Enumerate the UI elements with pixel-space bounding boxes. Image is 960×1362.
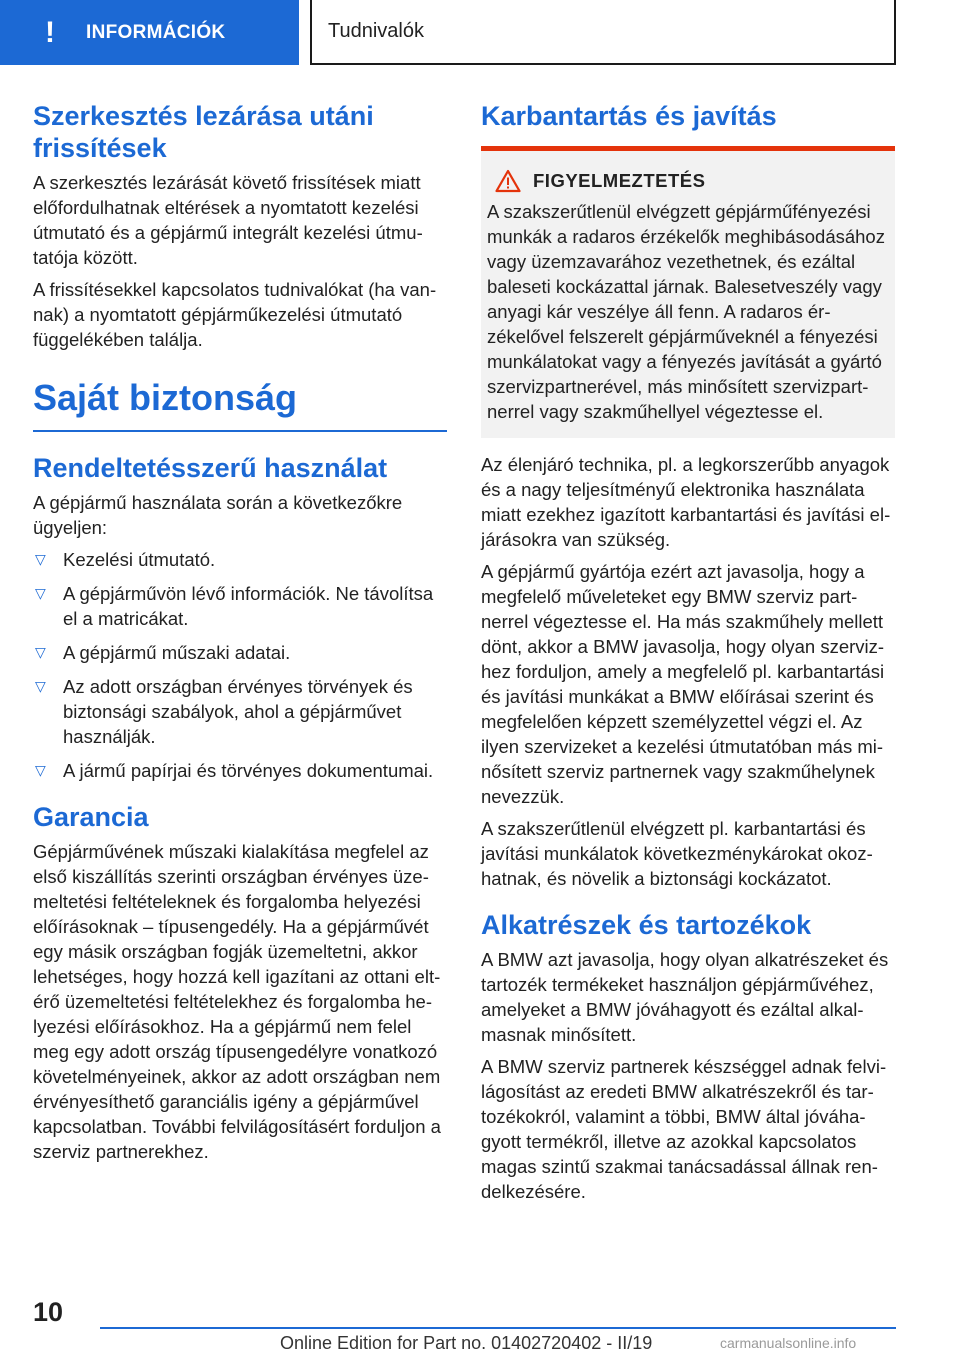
list-item: ▽ A gépjármű műszaki adatai. [35,642,291,663]
edition-text: Online Edition for Part no. 01402720402 - II/19 [280,1333,653,1353]
warning-text: A szakszerűtlenül elvégzett gépjárműfényezési munkák a radaros érzékelők meghibásodásához vagy üzemzavarához vezethetnek, és ezáltal baleseti kockázattal járnak. Balesetveszély vagy anyagi kár veszélye áll fenn. A radaros érzékelővel felszerelt gépjárműveknél a fényezési munkálatokat vagy a fényezés javítását a gyártó szervizpartnerével, más minősített szervizpartnerrel vagy szakműhellyel végeztesse el. [487,201,885,422]
bullet-list [33,547,447,783]
watermark: carmanualsonline.info [720,1335,857,1351]
exclamation-icon: ! [45,15,55,49]
heading-intended-use: Rendeltetésszerű használat [33,453,388,483]
footer-rule [100,1327,896,1329]
heading-own-safety: Saját biztonság [33,377,298,418]
heading-updates: Szerkesztés lezárása utáni frissítések [33,101,374,163]
right-column [481,100,895,1211]
paragraph: A gépjármű gyártója ezért azt javasolja, hogy a megfelelő műveleteket egy BMW szerviz partnerrel végeztesse el. Ha más szakműhely mellett dönt, akkor a BMW javasolja, hogy olyan szervizhez forduljon, amely a megfelelő pl. karbantartási és javítási munkákat a BMW előírásai szerint és megfelelően képzett személyzettel végzi el. Az ilyen szervizeket a kezelési útmutatóban más minősített szerviz partnernek vagy szakműhelynek nevezzük. [481,561,885,807]
paragraph: A gépjármű használata során a következőkre ügyeljen: [33,492,403,538]
warning-title: FIGYELMEZTETÉS [533,170,706,191]
paragraph: A BMW szerviz partnerek készséggel adnak felvilágosítást az eredeti BMW alkatrészekről és tartozékokról, valamint a többi, BMW által jóváhagyott termékről, illetve az azokkal kapcsolatos magas szintű szakmai tanácsadással állnak rendelkezésére. [481,1056,887,1202]
triangle-bullet-icon: ▽ [35,644,46,660]
list-item: ▽ Kezelési útmutató. [35,549,216,570]
paragraph: A BMW azt javasolja, hogy olyan alkatrészeket és tartozék termékeket használjon gépjárművéhez, amelyeket a BMW jóváhagyott és ezáltal alkalmasnak minősített. [481,949,889,1045]
paragraph: A szerkesztés lezárását követő frissítések miatt előfordulhatnak eltérések a nyomtatott kezelési útmutató és a gépjármű integrált kezelési útmutatója között. [33,172,423,268]
paragraph: A szakszerűtlenül elvégzett pl. karbantartási és javítási munkálatok következménykárokat okozhatnak, és növelik a biztonsági kockázatot. [481,818,873,889]
paragraph: Gépjárművének műszaki kialakítása megfelel az első kiszállítás szerinti országban érvényes üzemeltetési feltételeknek és forgalomba helyezési előírásoknak – típusengedély. Ha a gépjárművét egy másik országban fogják üzemeltetni, akkor lehetséges, hogy hozzá kell igazítani az ottani eltérő üzemeltetési feltételekhez és forgalomba helyezési előírásokhoz. Ha a gépjármű nem felel meg egy adott ország típusengedélyre vonatkozó követelményeinek, akkor az adott országban nem érvényesíthető garanciális igény a gépjárművel kapcsolatban. További felvilágosításért forduljon a szerviz partnerekhez. [33,841,441,1162]
heading-warranty: Garancia [33,802,149,832]
section-tab [0,0,299,65]
section-title: INFORMÁCIÓK [86,21,226,43]
warning-box [481,146,895,438]
list-item: ▽ A gépjárművön lévő információk. Ne távolítsa el a matricákat. [35,583,434,629]
triangle-bullet-icon: ▽ [35,678,46,694]
list-item: ▽ Az adott országban érvényes törvények és biztonsági szabályok, ahol a gépjárművet használják. [35,676,413,747]
heading-parts-accessories: Alkatrészek és tartozékok [481,910,812,940]
triangle-bullet-icon: ▽ [35,762,46,778]
warning-triangle-icon [495,169,521,193]
paragraph: Az élenjáró technika, pl. a legkorszerűbb anyagok és a nagy teljesítményű elektronika használata miatt ezekhez igazított karbantartási és javítási eljárásokra van szükség. [481,454,891,550]
triangle-bullet-icon: ▽ [35,551,46,567]
list-item: ▽ A jármű papírjai és törvényes dokumentumai. [35,760,434,781]
triangle-bullet-icon: ▽ [35,585,46,601]
warning-header [487,169,887,193]
subsection-title: Tudnivalók [310,0,896,65]
heading-rule [33,430,447,432]
heading-maintenance: Karbantartás és javítás [481,101,777,131]
paragraph: A frissítésekkel kapcsolatos tudnivalókat (ha vannak) a nyomtatott gépjárműkezelési útmutató függelékében találja. [33,279,437,350]
page-number: 10 [33,1297,64,1327]
left-column [33,100,447,1171]
